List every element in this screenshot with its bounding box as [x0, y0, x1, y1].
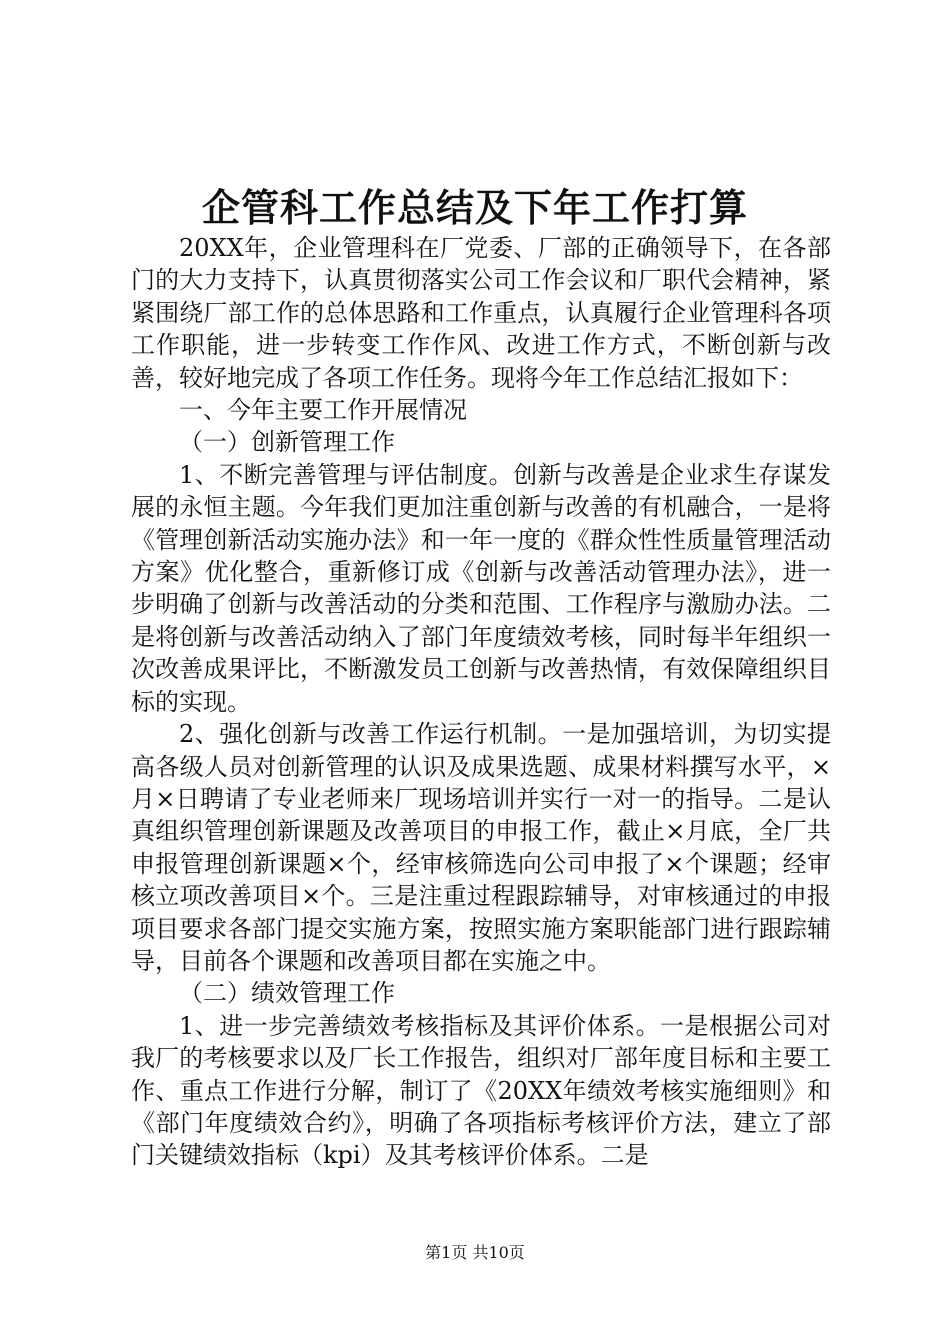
paragraph-performance-1: 1、进一步完善绩效考核指标及其评价体系。一是根据公司对我厂的考核要求以及厂长工作报告，组织对厂部年度目标和主要工作、重点工作进行分解，制订了《20XX年绩效考核实施细则》和《部门年度绩效合约》，明确了各项指标考核评价方法，建立了部门关键绩效指标（kpi）及其考核评价体系。二是 [131, 1011, 831, 1170]
document-title: 企管科工作总结及下年工作打算 [201, 185, 748, 230]
page-number-footer: 第1页 共10页 [425, 1243, 525, 1262]
subsection-heading-performance: （二）绩效管理工作 [179, 979, 395, 1008]
intro-paragraph: 20XX年，企业管理科在厂党委、厂部的正确领导下，在各部门的大力支持下，认真贯彻落实公司工作会议和厂职代会精神，紧紧围绕厂部工作的总体思路和工作重点，认真履行企业管理科各项工作职能，进一步转变工作作风、改进工作方式，不断创新与改善，较好地完成了各项工作任务。现将今年工作总结汇报如下： [131, 234, 831, 392]
section-heading-1: 一、今年主要工作开展情况 [179, 396, 467, 425]
subsection-heading-innovation: （一）创新管理工作 [179, 428, 395, 457]
paragraph-innovation-2: 2、强化创新与改善工作运行机制。一是加强培训，为切实提高各级人员对创新管理的认识及成果选题、成果材料撰写水平，×月×日聘请了专业老师来厂现场培训并实行一对一的指导。二是认真组织管理创新课题及改善项目的申报工作，截止×月底，全厂共申报管理创新课题×个，经审核筛选向公司申报了×个课题；经审核立项改善项目×个。三是注重过程跟踪辅导，对审核通过的申报项目要求各部门提交实施方案，按照实施方案职能部门进行跟踪辅导，目前各个课题和改善项目都在实施之中。 [131, 720, 831, 975]
paragraph-innovation-1: 1、不断完善管理与评估制度。创新与改善是企业求生存谋发展的永恒主题。今年我们更加注重创新与改善的有机融合，一是将《管理创新活动实施办法》和一年一度的《群众性性质量管理活动方案》优化整合，重新修订成《创新与改善活动管理办法》，进一步明确了创新与改善活动的分类和范围、工作程序与激励办法。二是将创新与改善活动纳入了部门年度绩效考核，同时每半年组织一次改善成果评比，不断激发员工创新与改善热情，有效保障组织目标的实现。 [131, 460, 831, 716]
document-body [131, 232, 831, 1172]
